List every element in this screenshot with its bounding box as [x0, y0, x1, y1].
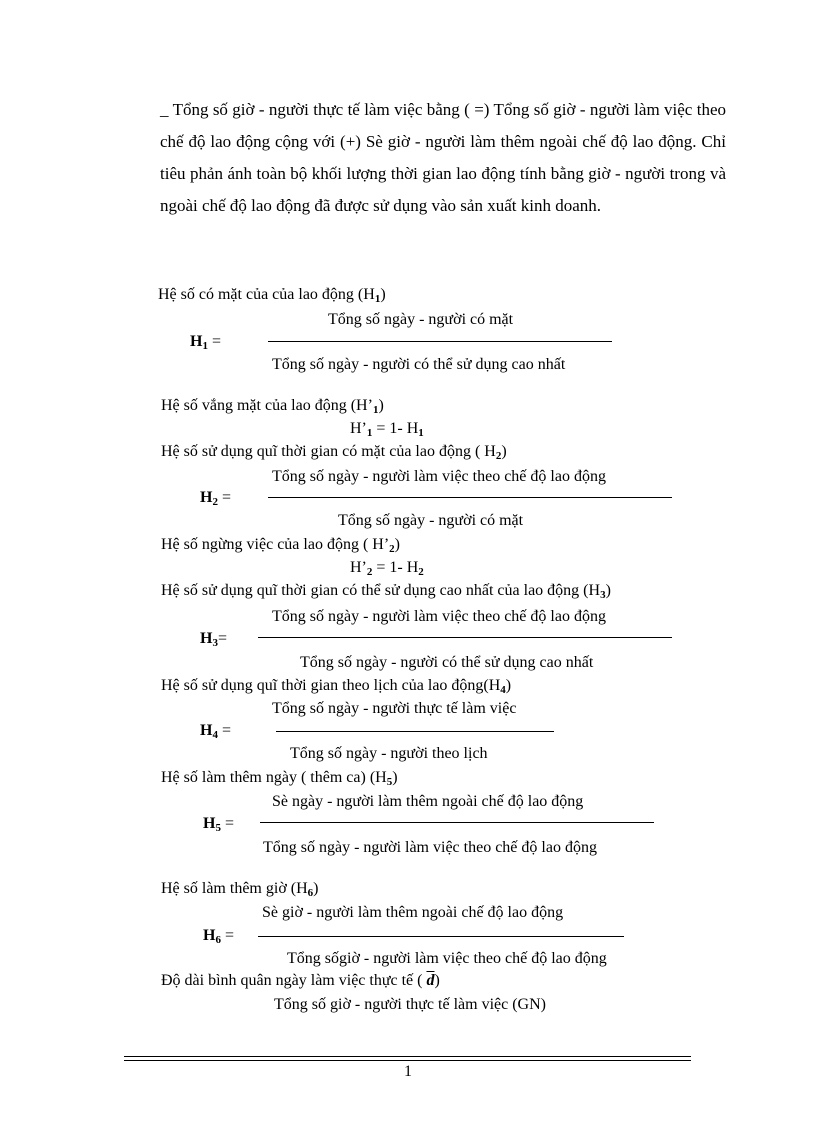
h3-fraction-bar: [258, 637, 672, 638]
dlen-numerator: Tổng số giờ - người thực tế làm việc (GN): [274, 996, 546, 1013]
h6-heading: Hệ số làm thêm giờ $(H_6)$: [161, 880, 319, 899]
h2-numerator: Tổng số ngày - người làm việc theo chế độ lao động: [272, 468, 606, 485]
h2-denominator: Tổng số ngày - người có mặt: [338, 512, 524, 529]
h4-denominator: Tổng số ngày - người theo lịch: [290, 745, 488, 762]
h3-numerator: Tổng số ngày - người làm việc theo chế độ lao động: [272, 608, 606, 625]
h1p-formula: $H’_1 = 1-$ $H_1$: [350, 420, 424, 439]
h1-label: $H_1$ =: [190, 333, 221, 352]
h4-heading: Hệ số sử dụng quĩ thời gian theo lịch của lao $động(H_4)$: [161, 677, 512, 696]
h5-fraction-bar: [260, 822, 654, 823]
h1-heading: Hệ số có mặt của của lao động $(H_1)$: [158, 286, 386, 305]
h5-numerator: Sè ngày - người làm thêm ngoài chế độ lao động: [272, 793, 584, 810]
h2-fraction-bar: [268, 497, 672, 498]
footer-rule-top: [124, 1056, 691, 1057]
h3-denominator: Tổng số ngày - người có thể sử dụng cao nhất: [300, 654, 594, 671]
h5-label: $H_5$ =: [203, 815, 234, 834]
d-bar-symbol: $\overline{d}$: [426, 972, 435, 989]
intro-paragraph: [160, 94, 726, 222]
h6-label: $H_6$ =: [203, 927, 234, 946]
h4-label: $H_4$ =: [200, 722, 231, 741]
h6-denominator: Tổng sốgiờ - người làm việc theo chế độ lao động: [287, 950, 607, 967]
h6-numerator: Sè giờ - người làm thêm ngoài chế độ lao động: [262, 904, 564, 921]
h3-label: $H_3=$: [200, 630, 227, 649]
dlen-heading: Độ dài bình quân ngày làm việc thực tế ( $\overline{d}$): [161, 972, 440, 989]
h1-numerator: Tổng số ngày - người có mặt: [328, 311, 514, 328]
h5-heading: Hệ số làm thêm ngày ( thêm ca) $(H_5)$: [161, 769, 398, 788]
footer-rule-bottom: [124, 1060, 691, 1061]
h2-heading: Hệ số sử dụng quĩ thời gian có mặt của lao động ( $H_2$): [161, 443, 507, 462]
h3-heading: Hệ số sử dụng quĩ thời gian có thể sử dụng cao nhất của lao động $(H_3)$: [161, 582, 611, 601]
h2p-formula: $H’_2 = 1-$ $H_2$: [350, 559, 424, 578]
intro-text: _ Tổng số giờ - người thực tế làm việc bằng ( =) Tổng số giờ - người làm việc theo chế độ lao động cộng với (+) Sè giờ - người làm thêm ngoài chế độ lao động. Chỉ tiêu phản ánh toàn bộ khối lượng thời gian lao động tính bằng giờ - người trong và ngoài chế độ lao động đã được sử dụng vào sản xuất kinh doanh.: [160, 100, 726, 215]
h2p-heading: Hệ số ngừng việc của lao động ( $H’_2$): [161, 536, 400, 555]
h6-fraction-bar: [258, 936, 624, 937]
h5-denominator: Tổng số ngày - người làm việc theo chế độ lao động: [263, 839, 597, 856]
h1p-heading: Hệ số vắng mặt của lao động $(H’_1)$: [161, 397, 384, 416]
h1-denominator: Tổng số ngày - người có thể sử dụng cao nhất: [272, 356, 566, 373]
h2-label: $H_2$ =: [200, 489, 231, 508]
h4-fraction-bar: [276, 731, 554, 732]
h1-fraction-bar: [268, 341, 612, 342]
page-number: 1: [404, 1063, 412, 1080]
h4-numerator: Tổng số ngày - người thực tế làm việc: [272, 700, 517, 717]
